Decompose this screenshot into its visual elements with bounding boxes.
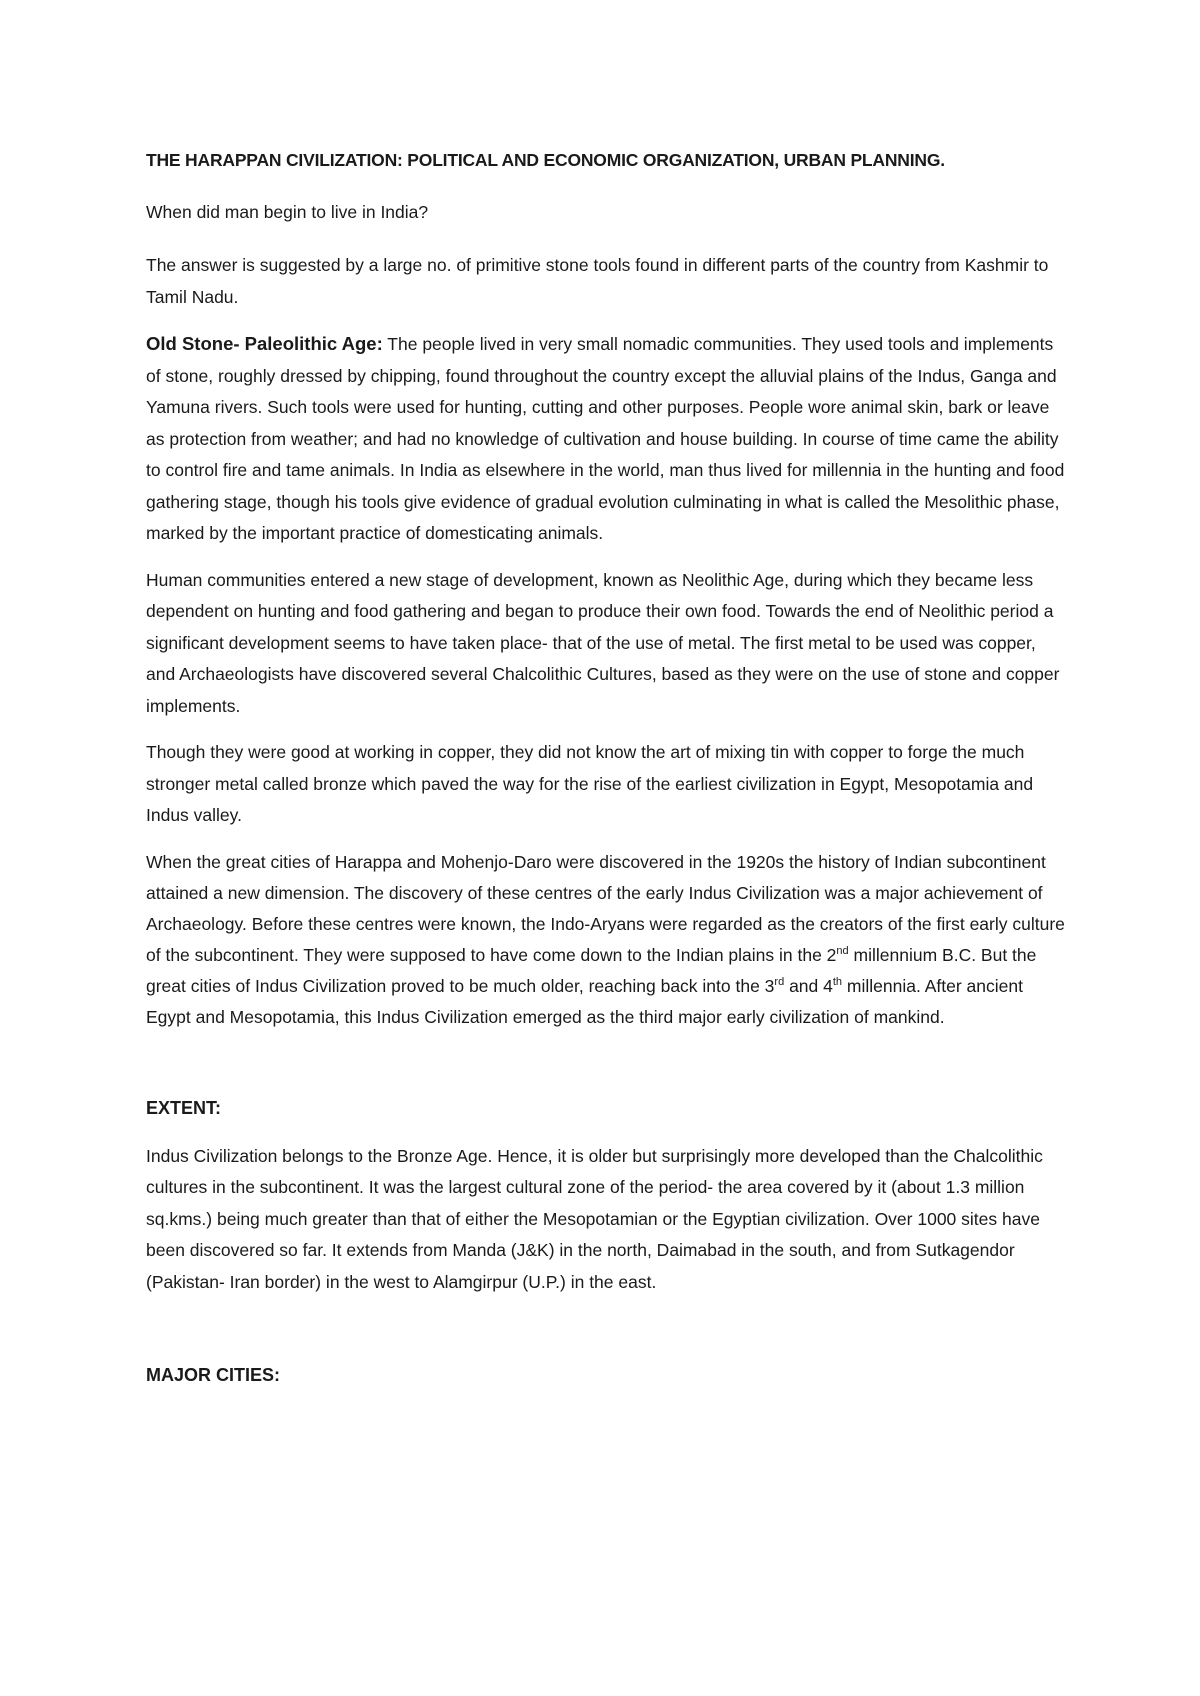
discovery-paragraph (146, 847, 1066, 1033)
discovery-text-3: and 4 (784, 975, 833, 996)
extent-heading: EXTENT: (146, 1097, 222, 1118)
document-title: THE HARAPPAN CIVILIZATION: POLITICAL AND ECONOMIC ORGANIZATION, URBAN PLANNING. (146, 150, 945, 170)
bronze-paragraph: Though they were good at working in copper, they did not know the art of mixing tin with copper to forge the much stronger metal called bronze which paved the way for the rise of the earliest civilization in Egypt, Mesopotamia and Indus valley. (146, 742, 1034, 825)
superscript-th: th (832, 975, 843, 988)
major-cities-heading: MAJOR CITIES: (146, 1365, 281, 1385)
extent-paragraph: Indus Civilization belongs to the Bronze Age. Hence, it is older but surprisingly more developed than the Chalcolithic cultures in the subcontinent. It was the largest cultural zone of the period- the area covered by it (about 1.3 million sq.kms.) being much greater than that of either the Mesopotamian or the Egyptian civilization. Over 1000 sites have been discovered so far. It extends from Manda (J&K) in the north, Daimabad in the south, and from Sutkagendor (Pakistan- Iran border) in the west to Alamgirpur (U.P.) in the east. (146, 1145, 1043, 1292)
paleolithic-paragraph (146, 328, 1066, 550)
intro-question: When did man begin to live in India? (146, 202, 429, 222)
answer-paragraph: The answer is suggested by a large no. of primitive stone tools found in different parts of the country from Kashmir to Tamil Nadu. (146, 255, 1049, 307)
discovery-text-4: millennia. After ancient Egypt and Mesopotamia, this Indus Civilization emerged as the third major early civilization of mankind. (146, 975, 1023, 1027)
discovery-text-1: When the great cities of Harappa and Mohenjo-Daro were discovered in the 1920s the history of Indian subcontinent attained a new dimension. The discovery of these centres of the early Indus Civilization was a major achievement of Archaeology. Before these centres were known, the Indo-Aryans were regarded as the creators of the first early culture of the subcontinent. They were supposed to have come down to the Indian plains in the 2 (146, 851, 1065, 965)
superscript-rd: rd (774, 975, 785, 988)
paleolithic-text: The people lived in very small nomadic communities. They used tools and implements of stone, roughly dressed by chipping, found throughout the country except the alluvial plains of the Indus, Ganga and Yamuna rivers. Such tools were used for hunting, cutting and other purposes. People wore animal skin, bark or leave as protection from weather; and had no knowledge of cultivation and house building. In course of time came the ability to control fire and tame animals. In India as elsewhere in the world, man thus lived for millennia in the hunting and food gathering stage, though his tools give evidence of gradual evolution culminating in what is called the Mesolithic phase, marked by the important practice of domesticating animals. (146, 334, 1065, 543)
discovery-text-2: millennium B.C. But the great cities of Indus Civilization proved to be much older, reaching back into the 3 (146, 944, 1037, 996)
superscript-nd: nd (836, 944, 849, 957)
document-body (146, 146, 1066, 1390)
neolithic-paragraph: Human communities entered a new stage of development, known as Neolithic Age, during which they became less dependent on hunting and food gathering and began to produce their own food. Towards the end of Neolithic period a significant development seems to have taken place- that of the use of metal. The first metal to be used was copper, and Archaeologists have discovered several Chalcolithic Cultures, based as they were on the use of stone and copper implements. (146, 569, 1060, 716)
paleolithic-lead: Old Stone- Paleolithic Age: (146, 333, 383, 354)
